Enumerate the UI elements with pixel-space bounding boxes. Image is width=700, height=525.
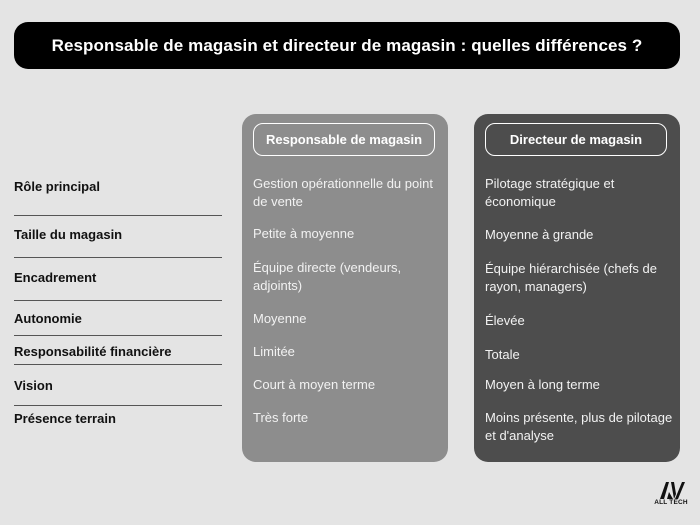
cell: Équipe hiérarchisée (chefs de rayon, managers): [485, 261, 657, 294]
column-responsable: [242, 114, 448, 462]
row-divider: [14, 405, 222, 406]
row-label-autonomy: Autonomie: [14, 311, 82, 326]
cell: Totale: [485, 347, 520, 362]
cell: Pilotage stratégique et économique: [485, 176, 615, 209]
row-label-financial: Responsabilité financière: [14, 344, 172, 359]
page-title: Responsable de magasin et directeur de magasin : quelles différences ?: [51, 35, 643, 55]
cell: Moyenne à grande: [485, 227, 594, 242]
row-divider: [14, 364, 222, 365]
column-directeur: [474, 114, 680, 462]
logo-text: ALL TECH: [654, 499, 688, 506]
cell: Petite à moyenne: [253, 226, 355, 241]
cell: Élevée: [485, 313, 525, 328]
cell: Court à moyen terme: [253, 377, 376, 392]
all-tech-logo-icon: [654, 480, 688, 512]
row-divider: [14, 215, 222, 216]
row-divider: [14, 335, 222, 336]
row-label-field: Présence terrain: [14, 411, 116, 426]
cell: Limitée: [253, 344, 295, 359]
cell: Gestion opérationnelle du point de vente: [253, 176, 433, 209]
row-label-vision: Vision: [14, 378, 53, 393]
row-label-size: Taille du magasin: [14, 227, 123, 242]
column-header: Responsable de magasin: [253, 123, 435, 156]
cell: Moins présente, plus de pilotage et d'analyse: [485, 410, 673, 443]
row-label-management: Encadrement: [14, 270, 97, 285]
row-divider: [14, 257, 222, 258]
cell: Moyenne: [253, 311, 307, 326]
cell: Très forte: [253, 410, 309, 425]
cell: Moyen à long terme: [485, 377, 600, 392]
row-label-role: Rôle principal: [14, 179, 100, 194]
cell: Équipe directe (vendeurs, adjoints): [253, 260, 402, 293]
row-divider: [14, 300, 222, 301]
column-header: Directeur de magasin: [485, 123, 667, 156]
title-bar: [14, 22, 680, 69]
